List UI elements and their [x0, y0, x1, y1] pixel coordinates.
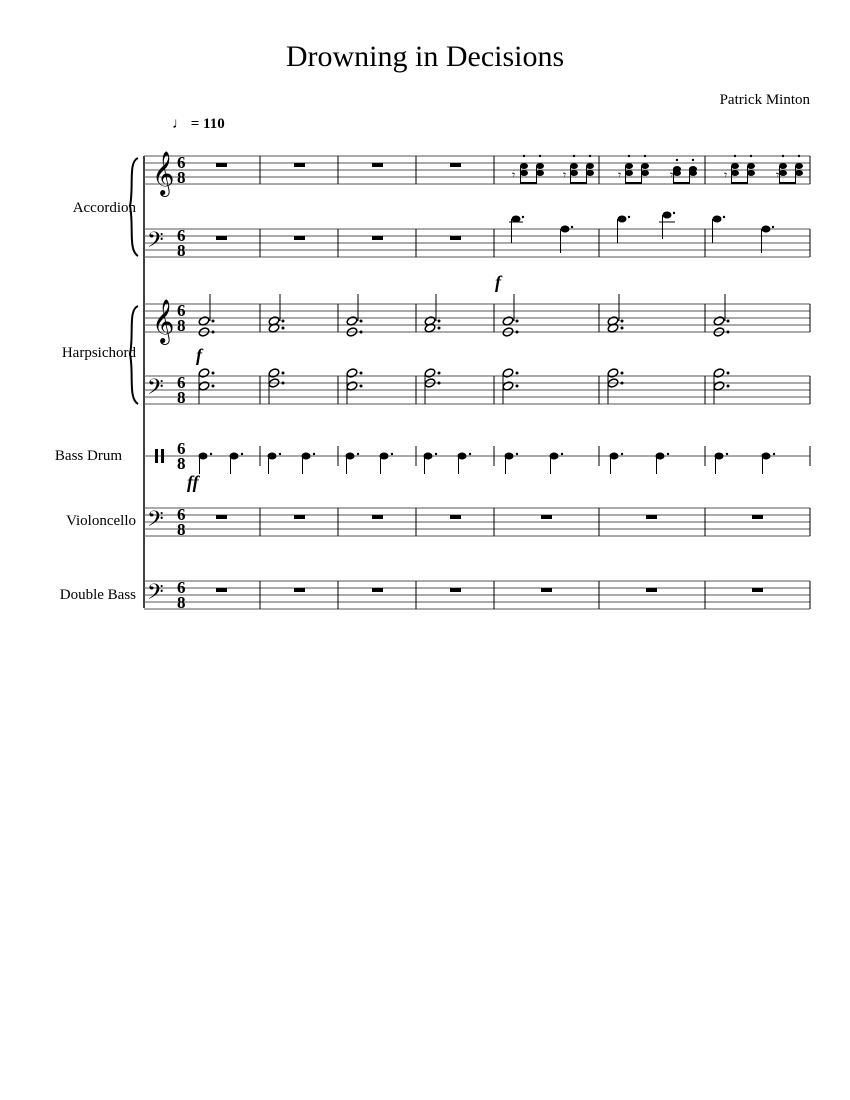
instrument-label-violoncello: Violoncello [66, 513, 136, 529]
svg-text:𝄢: 𝄢 [147, 580, 164, 610]
svg-text:𝄢: 𝄢 [147, 375, 164, 405]
svg-text:𝄾: 𝄾 [563, 168, 567, 182]
violoncello-staff [144, 505, 810, 539]
instrument-label-bass-drum: Bass Drum [54, 448, 122, 464]
dynamic-ff-bass-drum: ff [187, 472, 199, 492]
accordion-brace [130, 158, 138, 256]
accordion-bass-staff [144, 212, 810, 261]
instrument-label-double-bass: Double Bass [59, 587, 136, 603]
svg-text:𝄾: 𝄾 [618, 168, 622, 182]
bass-drum-staff [144, 439, 810, 474]
double-bass-staff [144, 578, 810, 612]
svg-text:𝄢: 𝄢 [147, 507, 164, 537]
svg-text:𝄾: 𝄾 [670, 168, 674, 182]
svg-text:𝄞: 𝄞 [152, 151, 175, 195]
harpsichord-treble-staff [144, 294, 810, 345]
svg-text:𝄾: 𝄾 [724, 168, 728, 182]
composer-name: Patrick Minton [719, 92, 810, 108]
dynamic-f-accordion: f [495, 272, 501, 292]
harpsichord-bass-staff [144, 368, 810, 407]
instrument-label-harpsichord: Harpsichord [61, 345, 136, 361]
svg-text:𝄾: 𝄾 [776, 168, 780, 182]
instrument-label-accordion: Accordion [72, 200, 136, 216]
svg-text:𝄞: 𝄞 [152, 299, 175, 343]
accordion-treble-staff [144, 151, 810, 197]
dynamic-f-harpsichord: f [196, 345, 202, 365]
harpsichord-brace [130, 306, 138, 404]
svg-text:𝄾: 𝄾 [512, 168, 516, 182]
score-system: 6 8 𝄞 𝄾 𝄾 𝄾 𝄾 𝄾 𝄾 𝄢 f 𝄞 f 𝄢 ff 𝄢 𝄢 [0, 0, 850, 1100]
score-title: Drowning in Decisions [285, 40, 565, 73]
svg-text:𝄢: 𝄢 [147, 228, 164, 258]
tempo-marking: ♩ = 110 [172, 116, 225, 132]
